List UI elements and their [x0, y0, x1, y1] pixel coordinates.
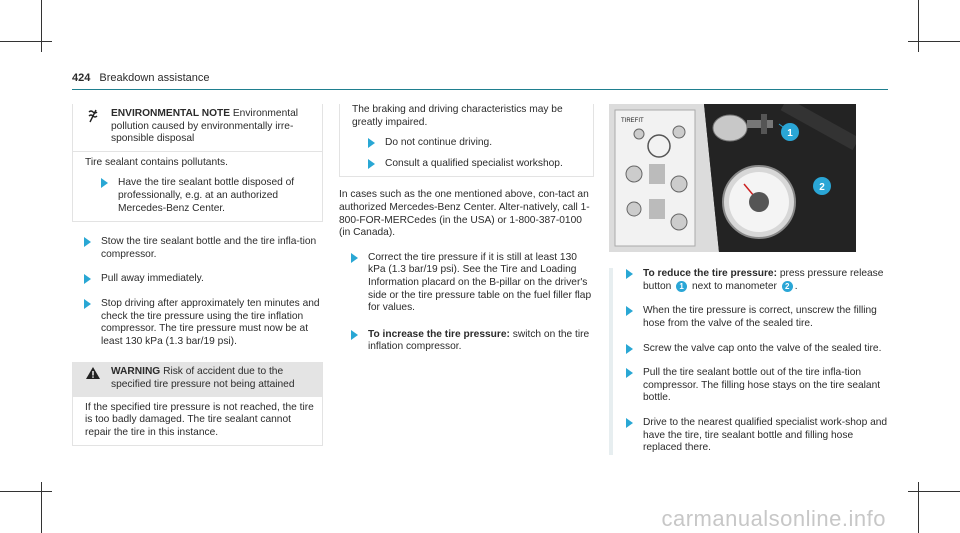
crop-mark [918, 0, 919, 52]
column-3 [609, 104, 888, 455]
callout-badge-1: 1 [676, 281, 687, 292]
list-item: To reduce the tire pressure: press pressure release button 1 next to manometer 2 . [626, 268, 888, 293]
list-item: Drive to the nearest qualified specialist work-shop and have the tire, tire sealant bottle and filling hose replaced there. [626, 417, 888, 455]
watermark: carmanualsonline.info [661, 506, 886, 531]
figure-label: TIREFIT [621, 118, 644, 124]
arrow-icon [626, 418, 633, 428]
warning-box [72, 362, 323, 446]
list-item: Do not continue driving. [368, 137, 585, 150]
crop-mark [908, 41, 960, 42]
warning-header [73, 362, 322, 396]
note-body [73, 152, 322, 221]
crop-mark [908, 491, 960, 492]
warning-body: If the specified tire pressure is not reached, the tire is too badly damaged. The tire sealant cannot repair the tire in this instance. [85, 401, 314, 438]
crop-mark [41, 0, 42, 52]
arrow-icon [626, 306, 633, 316]
page-number: 424 [72, 72, 91, 84]
arrow-icon [626, 269, 633, 279]
arrow-icon [351, 253, 358, 263]
note-step: Have the tire sealant bottle disposed of professionally, e.g. at an authorized Mercedes-Benz Center. [101, 177, 314, 215]
header-rule [72, 89, 888, 90]
list-item: Correct the tire pressure if it is still at least 130 kPa (1.3 bar/19 psi). See the Tire and Loading Information placard on the B-pillar on the driver's side or the tire pressure table on the fuel filler flap for values. [351, 252, 594, 315]
compressor-figure [609, 104, 856, 252]
arrow-icon [84, 237, 91, 247]
section-title: Breakdown assistance [99, 72, 210, 84]
warning-triangle-icon [85, 366, 101, 391]
arrow-icon [626, 344, 633, 354]
note-title: ENVIRONMENTAL NOTE Environmental pollution caused by environmentally irre-sponsible disposal [111, 108, 298, 145]
arrow-icon [626, 368, 633, 378]
steps-list [609, 268, 888, 455]
callout-badge-2: 2 [782, 281, 793, 292]
callout-1: 1 [787, 128, 793, 139]
crop-mark [41, 482, 42, 533]
column-1 [72, 104, 323, 446]
environmental-note [72, 104, 323, 222]
list-item: Pull away immediately. [84, 273, 323, 286]
column-2 [339, 104, 594, 354]
warning-title: WARNING Risk of accident due to the specified tire pressure not being attained [111, 366, 295, 390]
list-item: When the tire pressure is correct, unscrew the filling hose from the valve of the sealed tire. [626, 305, 888, 330]
arrow-icon [368, 138, 375, 148]
arrow-icon [368, 159, 375, 169]
crop-mark [0, 491, 52, 492]
arrow-icon [84, 299, 91, 309]
warning-continued [339, 104, 594, 177]
steps-list [72, 236, 323, 348]
list-item: To increase the tire pressure: switch on the tire inflation compressor. [351, 329, 594, 354]
arrow-icon [351, 330, 358, 340]
arrow-icon [101, 178, 108, 188]
page-header [72, 72, 209, 84]
list-item: Screw the valve cap onto the valve of the sealed tire. [626, 343, 888, 356]
note-text: Tire sealant contains pollutants. [85, 156, 228, 168]
no-disposal-icon [85, 108, 101, 146]
warning-continued-text: The braking and driving characteristics may be greatly impaired. [352, 104, 563, 128]
note-header [73, 104, 322, 152]
contact-text: In cases such as the one mentioned above, con-tact an authorized Mercedes-Benz Center. Alter-natively, call 1-800-FOR-MERCedes (in the USA) or 1-800-387-0100 (in Canada). [339, 189, 590, 239]
list-item: Stow the tire sealant bottle and the tire infla-tion compressor. [84, 236, 323, 261]
callout-2: 2 [819, 182, 825, 193]
crop-mark [0, 41, 52, 42]
crop-mark [918, 482, 919, 533]
arrow-icon [84, 274, 91, 284]
list-item: Pull the tire sealant bottle out of the tire infla-tion compressor. The filling hose stays on the tire sealant bottle. [626, 367, 888, 405]
list-item: Stop driving after approximately ten minutes and check the tire pressure using the tire inflation compressor. The tire pressure must now be at least 130 kPa (1.3 bar/19 psi). [84, 298, 323, 348]
list-item: Consult a qualified specialist workshop. [368, 158, 585, 171]
